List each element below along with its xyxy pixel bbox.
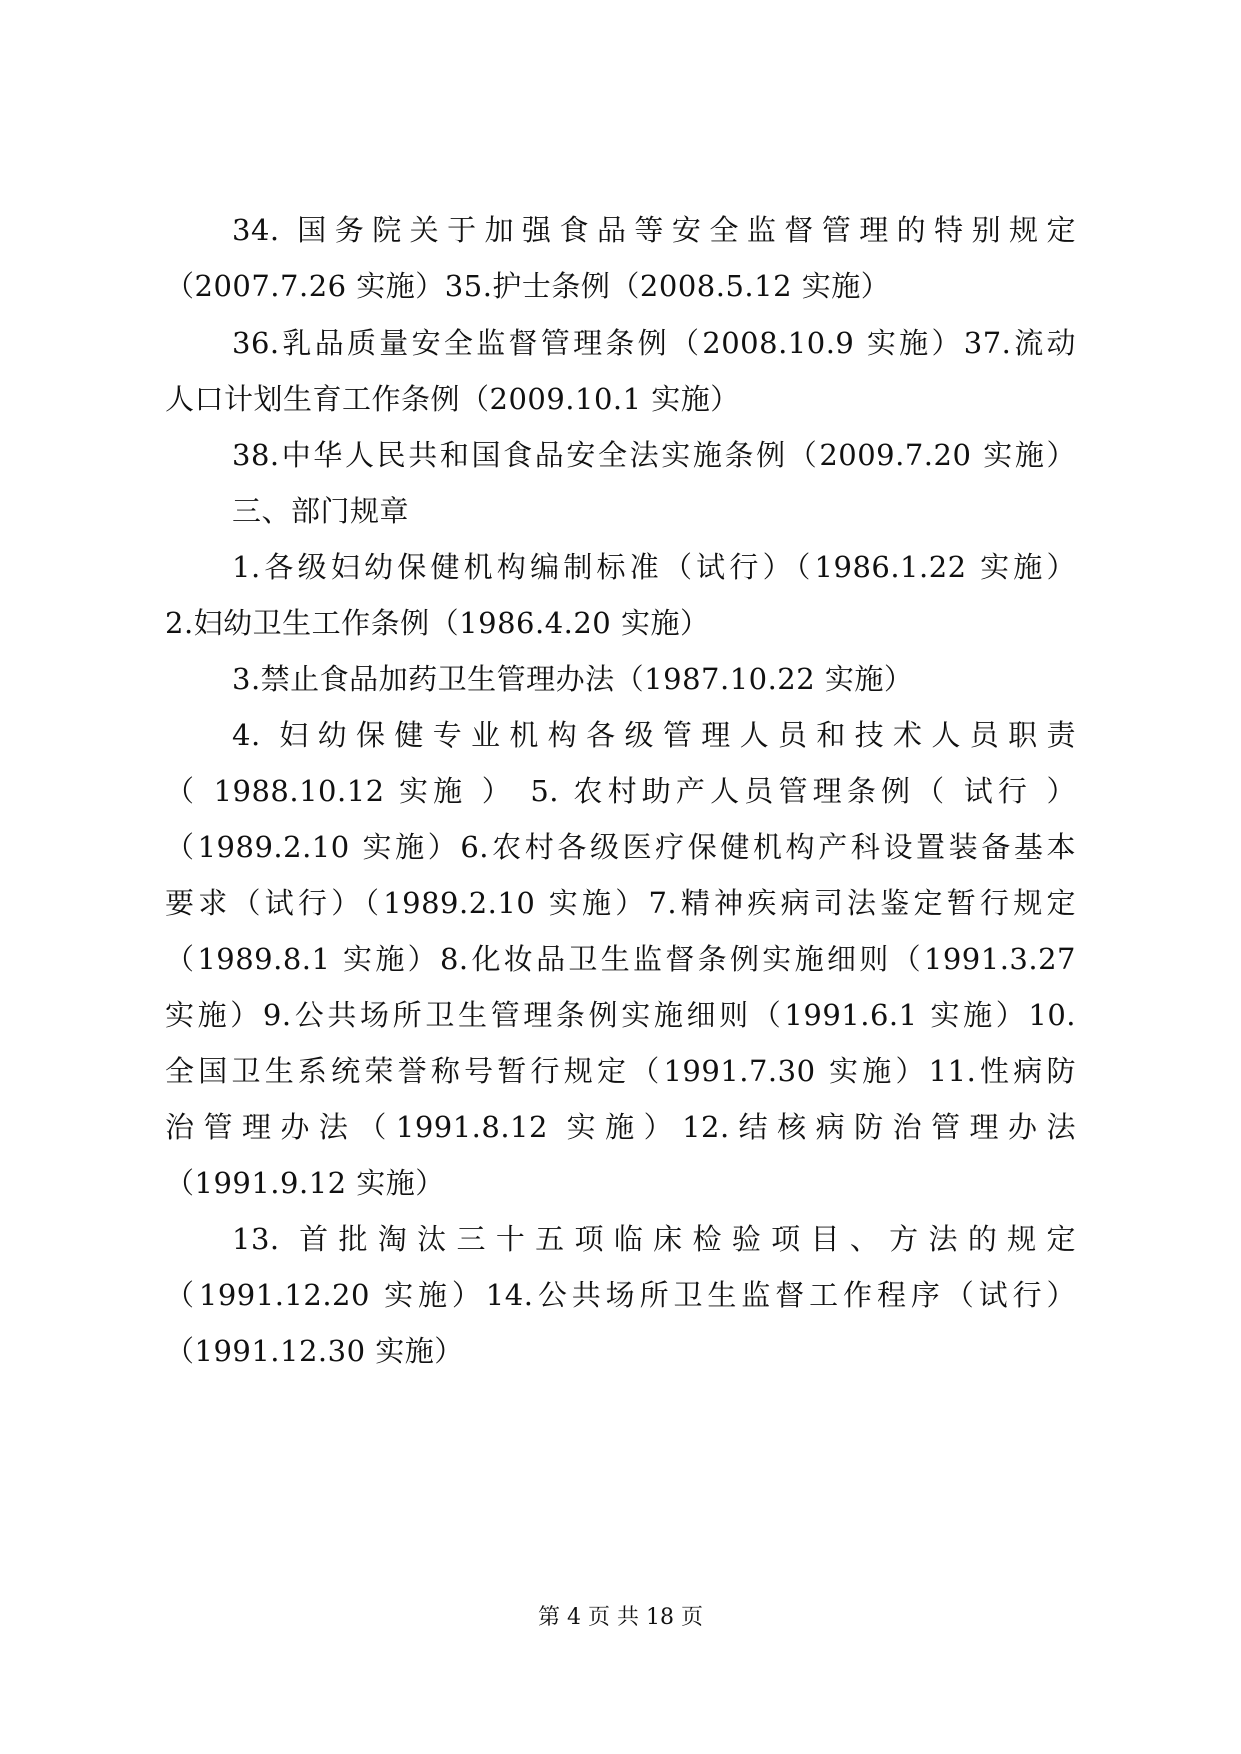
text-line: 1.各级妇幼保健机构编制标准（试行）（1986.1.22 实施） [232,550,1076,584]
text-line: 4. 妇幼保健专业机构各级管理人员和技术人员职责 [232,718,1076,752]
text-line: （1989.2.10 实施）6.农村各级医疗保健机构产科设置装备基本 [165,830,1076,864]
text-line: 人口计划生育工作条例（2009.10.1 实施） [165,382,740,416]
section-heading: 三、部门规章 [232,494,410,528]
text-line: 36.乳品质量安全监督管理条例（2008.10.9 实施）37.流动 [232,326,1076,360]
text-line: 实施）9.公共场所卫生管理条例实施细则（1991.6.1 实施）10. [165,998,1076,1032]
text-line: 34. 国务院关于加强食品等安全监督管理的特别规定 [232,213,1076,247]
text-line: （2007.7.26 实施）35.护士条例（2008.5.12 实施） [165,269,891,303]
text-line: 3.禁止食品加药卫生管理办法（1987.10.22 实施） [232,662,914,696]
text-line: 全国卫生系统荣誉称号暂行规定（1991.7.30 实施）11.性病防 [165,1054,1076,1088]
text-line: （1991.12.20 实施）14.公共场所卫生监督工作程序（试行） [165,1278,1076,1312]
text-line: 13. 首批淘汰三十五项临床检验项目、方法的规定 [232,1222,1076,1256]
text-line: （1989.8.1 实施）8.化妆品卫生监督条例实施细则（1991.3.27 [165,942,1076,976]
text-line: （ 1988.10.12 实施 ） 5. 农村助产人员管理条例（ 试行 ） [165,774,1076,808]
text-line: 2.妇幼卫生工作条例（1986.4.20 实施） [165,606,710,640]
text-line: 要求（试行）（1989.2.10 实施）7.精神疾病司法鉴定暂行规定 [165,886,1076,920]
text-line: （1991.9.12 实施） [165,1166,445,1200]
text-line: 治管理办法（1991.8.12 实施）12.结核病防治管理办法 [165,1110,1076,1144]
text-line: （1991.12.30 实施） [165,1334,464,1368]
text-line: 38.中华人民共和国食品安全法实施条例（2009.7.20 实施） [232,438,1076,472]
page-footer: 第 4 页 共 18 页 [538,1605,703,1630]
